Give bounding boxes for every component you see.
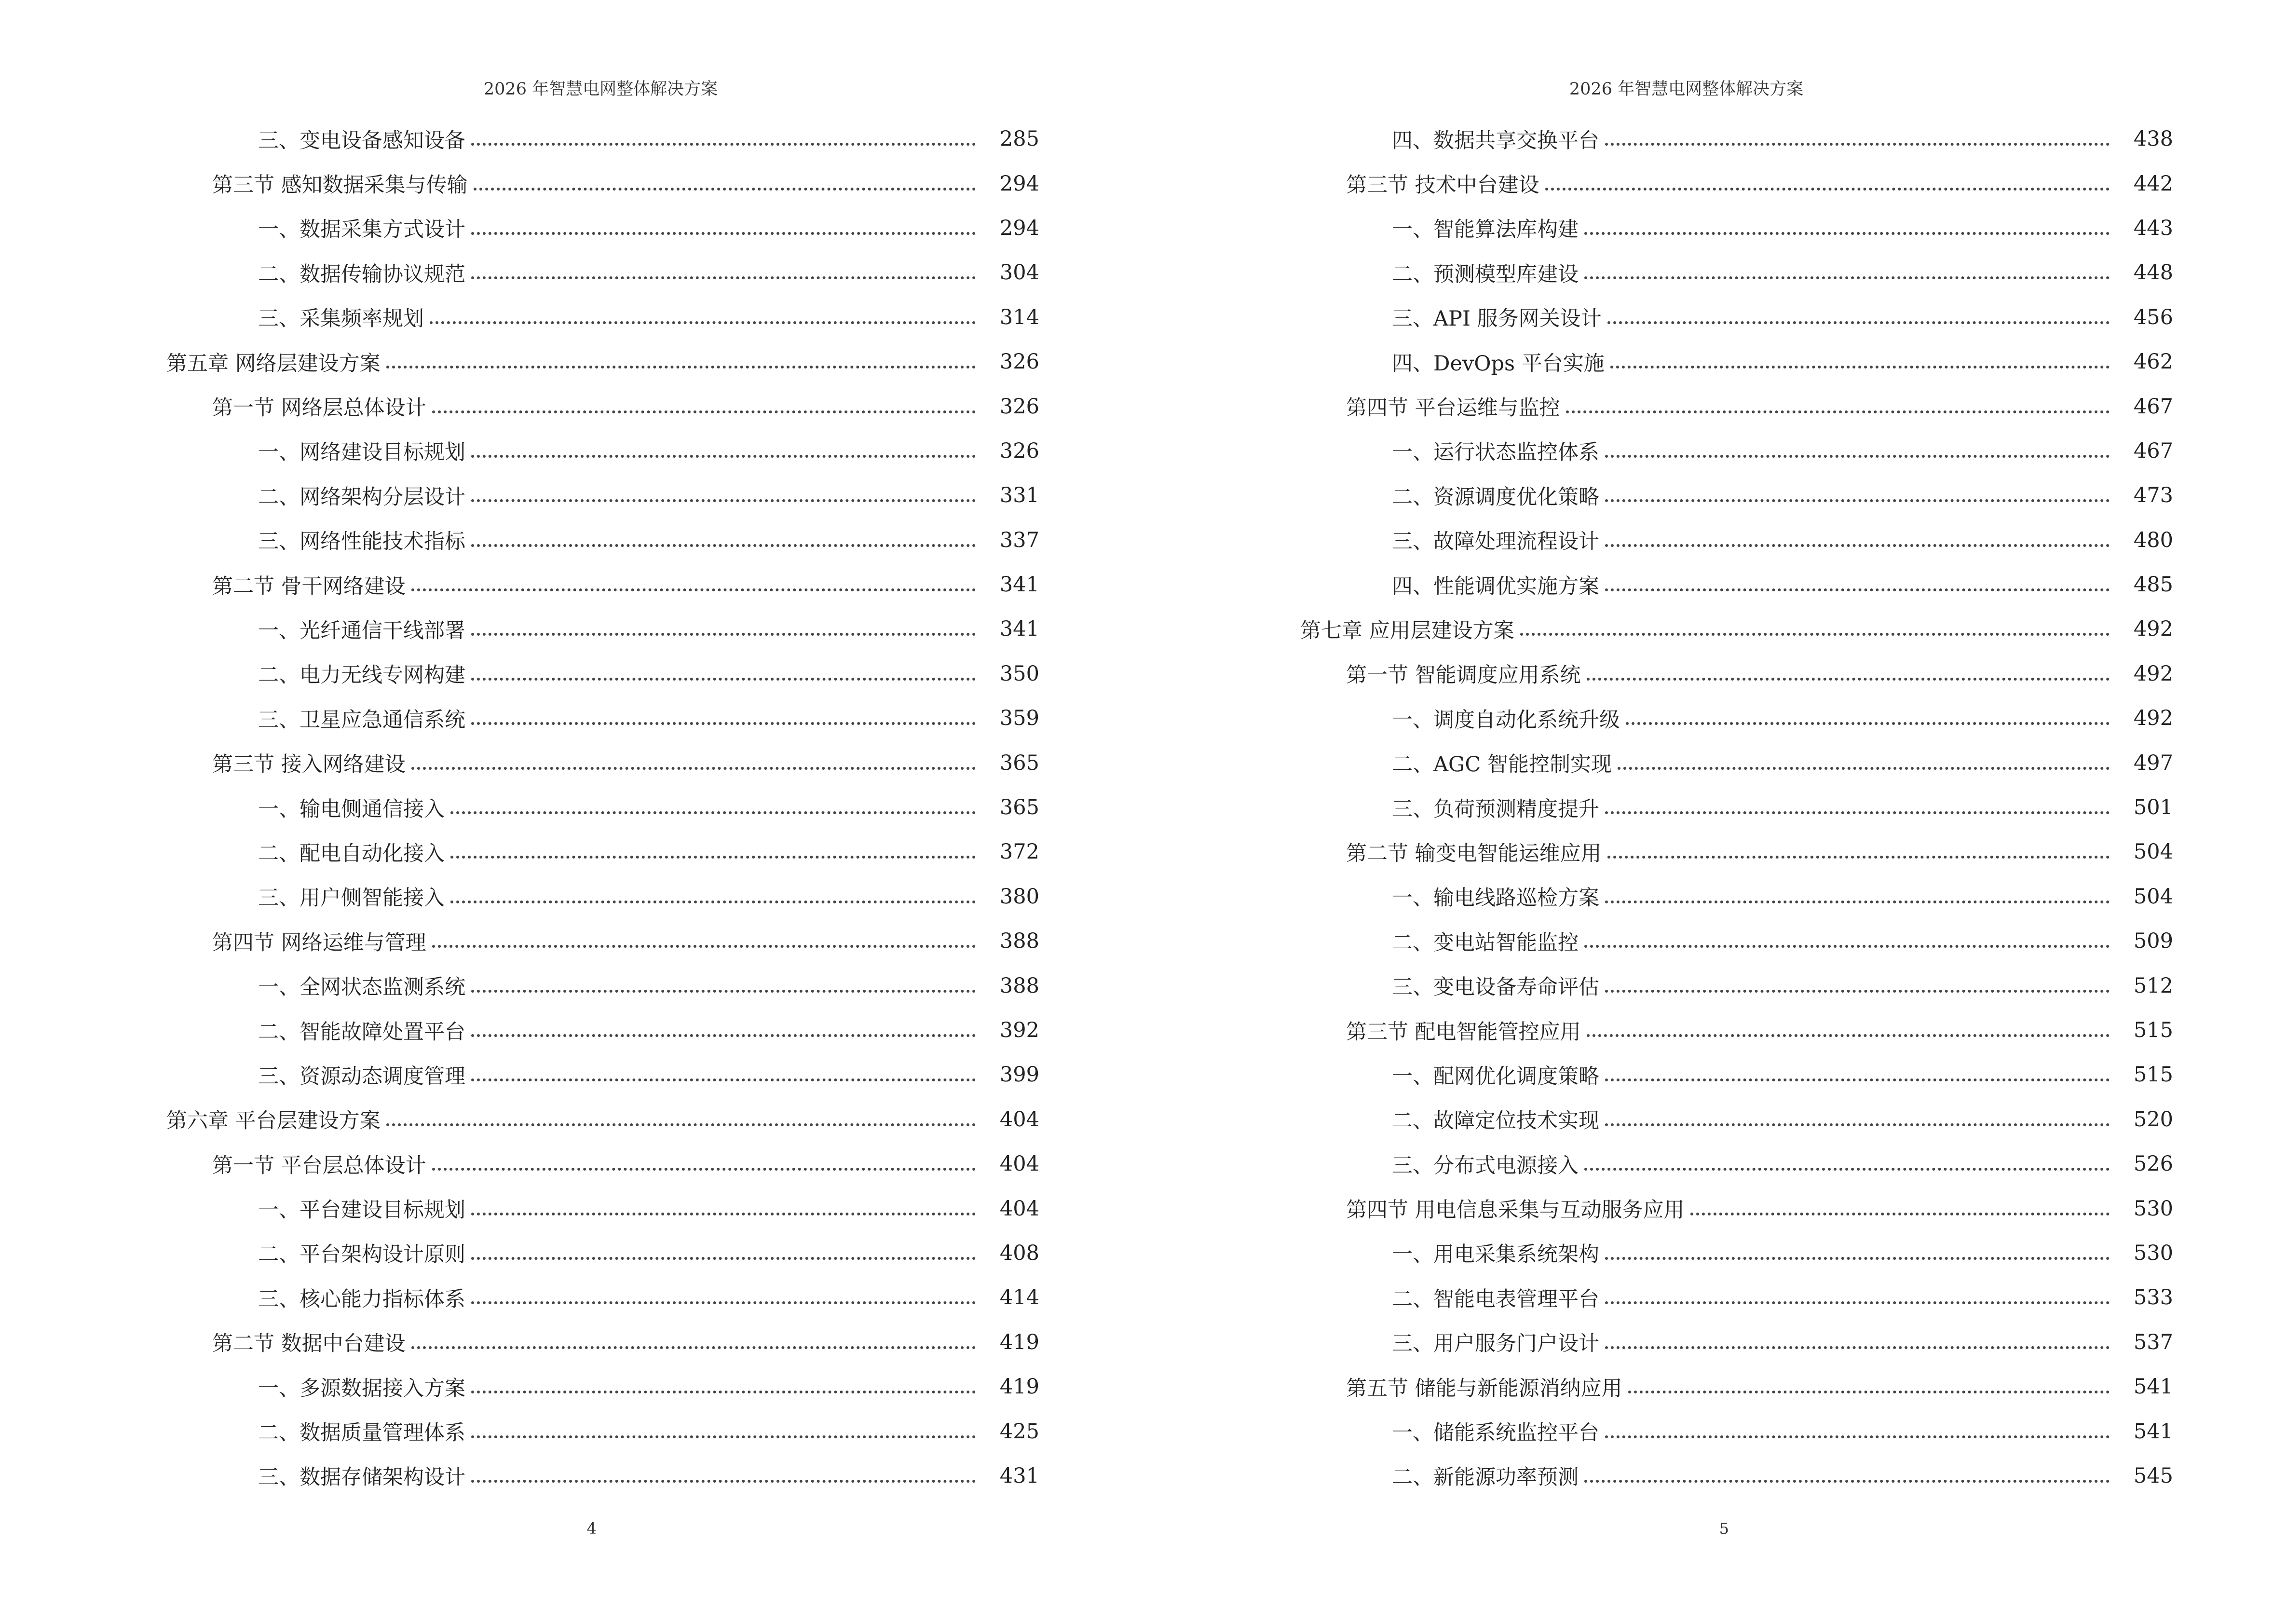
toc-entry[interactable] bbox=[1300, 1409, 2173, 1453]
toc-entry-page: 404 bbox=[999, 1107, 1039, 1132]
toc-dot-leader bbox=[1605, 1301, 2110, 1304]
toc-entry-page: 392 bbox=[999, 1018, 1039, 1042]
toc-entry-page: 326 bbox=[999, 394, 1039, 419]
toc-entry-title: 二、预测模型库建设 bbox=[1392, 262, 1579, 287]
toc-entry-page: 331 bbox=[999, 483, 1039, 508]
toc-entry-title: 三、资源动态调度管理 bbox=[258, 1064, 465, 1089]
toc-entry[interactable] bbox=[1300, 1008, 2173, 1052]
toc-entry-title: 二、平台架构设计原则 bbox=[258, 1242, 465, 1267]
toc-entry-title: 三、数据存储架构设计 bbox=[258, 1465, 465, 1490]
toc-entry[interactable] bbox=[166, 295, 1039, 340]
toc-entry-page: 419 bbox=[999, 1375, 1039, 1399]
toc-entry-title: 第一节 平台层总体设计 bbox=[212, 1153, 426, 1178]
toc-dot-leader bbox=[471, 722, 976, 725]
toc-entry-title: 第三节 接入网络建设 bbox=[212, 752, 406, 777]
toc-dot-leader bbox=[471, 1213, 976, 1215]
toc-dot-leader bbox=[1584, 945, 2110, 948]
toc-entry[interactable] bbox=[166, 1365, 1039, 1409]
toc-entry[interactable] bbox=[1300, 1142, 2173, 1186]
toc-entry-page: 504 bbox=[2133, 840, 2173, 864]
toc-entry[interactable] bbox=[166, 206, 1039, 250]
toc-entry-title: 三、用户服务门户设计 bbox=[1392, 1332, 1599, 1356]
toc-entry-page: 467 bbox=[2133, 394, 2173, 419]
toc-dot-leader bbox=[471, 1034, 976, 1037]
toc-entry-page: 492 bbox=[2133, 617, 2173, 641]
toc-entry-page: 438 bbox=[2133, 127, 2173, 151]
toc-entry-title: 一、输电侧通信接入 bbox=[258, 797, 445, 821]
toc-entry-page: 443 bbox=[2133, 216, 2173, 240]
toc-entry-page: 404 bbox=[999, 1152, 1039, 1176]
toc-dot-leader bbox=[432, 410, 976, 413]
toc-list-left bbox=[166, 117, 1039, 1498]
toc-entry-page: 533 bbox=[2133, 1285, 2173, 1310]
toc-entry-title: 四、性能调优实施方案 bbox=[1392, 574, 1599, 599]
toc-entry-page: 541 bbox=[2133, 1419, 2173, 1444]
toc-entry-title: 三、API 服务网关设计 bbox=[1392, 307, 1602, 331]
toc-entry[interactable] bbox=[1300, 340, 2173, 384]
toc-entry-title: 第二节 输变电智能运维应用 bbox=[1346, 841, 1602, 866]
toc-dot-leader bbox=[1520, 633, 2110, 636]
toc-entry-title: 三、故障处理流程设计 bbox=[1392, 530, 1599, 554]
toc-entry-title: 二、智能电表管理平台 bbox=[1392, 1287, 1599, 1311]
toc-entry-title: 一、调度自动化系统升级 bbox=[1392, 708, 1620, 732]
toc-entry-title: 一、光纤通信干线部署 bbox=[258, 618, 465, 643]
toc-dot-leader bbox=[1605, 1078, 2110, 1081]
toc-entry[interactable] bbox=[1300, 206, 2173, 250]
toc-entry[interactable] bbox=[1300, 830, 2173, 874]
toc-dot-leader bbox=[1605, 499, 2110, 502]
toc-dot-leader bbox=[432, 1168, 976, 1171]
toc-entry-title: 第一节 智能调度应用系统 bbox=[1346, 663, 1581, 688]
toc-entry-page: 456 bbox=[2133, 305, 2173, 329]
toc-entry-page: 526 bbox=[2133, 1152, 2173, 1176]
toc-entry-page: 530 bbox=[2133, 1241, 2173, 1265]
toc-entry[interactable] bbox=[166, 740, 1039, 785]
toc-entry-page: 537 bbox=[2133, 1330, 2173, 1354]
toc-entry-title: 三、变电设备寿命评估 bbox=[1392, 975, 1599, 1000]
toc-entry-page: 365 bbox=[999, 751, 1039, 775]
toc-entry[interactable] bbox=[1300, 652, 2173, 696]
toc-entry[interactable] bbox=[166, 562, 1039, 607]
toc-dot-leader bbox=[471, 633, 976, 636]
toc-dot-leader bbox=[1584, 232, 2110, 235]
toc-entry-page: 341 bbox=[999, 617, 1039, 641]
toc-entry[interactable] bbox=[166, 652, 1039, 696]
toc-entry-title: 第五节 储能与新能源消纳应用 bbox=[1346, 1376, 1622, 1401]
toc-dot-leader bbox=[471, 1480, 976, 1483]
toc-entry-page: 448 bbox=[2133, 260, 2173, 285]
toc-dot-leader bbox=[1618, 767, 2110, 770]
running-header: 2026 年智慧电网整体解决方案 bbox=[1569, 80, 1804, 99]
toc-entry-page: 431 bbox=[999, 1463, 1039, 1488]
toc-entry[interactable] bbox=[166, 473, 1039, 518]
toc-dot-leader bbox=[1587, 678, 2110, 681]
toc-dot-leader bbox=[471, 1257, 976, 1260]
toc-entry-title: 三、负荷预测精度提升 bbox=[1392, 797, 1599, 821]
toc-dot-leader bbox=[1605, 901, 2110, 903]
toc-entry[interactable] bbox=[166, 429, 1039, 473]
toc-entry-title: 一、数据采集方式设计 bbox=[258, 218, 465, 242]
toc-entry-page: 414 bbox=[999, 1285, 1039, 1310]
toc-entry[interactable] bbox=[166, 250, 1039, 295]
toc-dot-leader bbox=[411, 1346, 976, 1349]
toc-entry-title: 二、变电站智能监控 bbox=[1392, 930, 1579, 955]
toc-entry-title: 一、储能系统监控平台 bbox=[1392, 1421, 1599, 1446]
toc-entry-page: 473 bbox=[2133, 483, 2173, 508]
toc-entry-title: 三、卫星应急通信系统 bbox=[258, 708, 465, 732]
toc-entry-title: 一、输电线路巡检方案 bbox=[1392, 886, 1599, 911]
toc-entry[interactable] bbox=[1300, 1320, 2173, 1365]
toc-entry[interactable] bbox=[1300, 518, 2173, 562]
toc-entry[interactable] bbox=[1300, 1365, 2173, 1409]
toc-entry-title: 一、用电采集系统架构 bbox=[1392, 1242, 1599, 1267]
toc-entry[interactable] bbox=[166, 1409, 1039, 1453]
toc-entry-title: 三、网络性能技术指标 bbox=[258, 530, 465, 554]
toc-dot-leader bbox=[471, 1078, 976, 1081]
toc-entry[interactable] bbox=[166, 1052, 1039, 1097]
toc-entry[interactable] bbox=[166, 1008, 1039, 1052]
toc-entry-title: 第二节 骨干网络建设 bbox=[212, 574, 406, 599]
toc-entry-page: 304 bbox=[999, 260, 1039, 285]
toc-entry-page: 380 bbox=[999, 884, 1039, 909]
toc-dot-leader bbox=[1584, 276, 2110, 279]
toc-entry[interactable] bbox=[166, 340, 1039, 384]
toc-dot-leader bbox=[450, 811, 976, 814]
toc-entry-title: 第二节 数据中台建设 bbox=[212, 1332, 406, 1356]
toc-entry-title: 一、运行状态监控体系 bbox=[1392, 440, 1599, 465]
toc-entry-page: 515 bbox=[2133, 1018, 2173, 1042]
toc-dot-leader bbox=[450, 856, 976, 859]
toc-entry[interactable] bbox=[166, 1320, 1039, 1365]
toc-entry-title: 二、网络架构分层设计 bbox=[258, 485, 465, 509]
toc-dot-leader bbox=[1607, 321, 2110, 324]
toc-entry-title: 一、网络建设目标规划 bbox=[258, 440, 465, 465]
toc-dot-leader bbox=[1605, 1346, 2110, 1349]
toc-dot-leader bbox=[1605, 811, 2110, 814]
toc-dot-leader bbox=[1626, 722, 2110, 725]
toc-dot-leader bbox=[471, 455, 976, 458]
toc-entry-page: 372 bbox=[999, 840, 1039, 864]
toc-entry-page: 285 bbox=[999, 127, 1039, 151]
toc-entry[interactable] bbox=[1300, 1275, 2173, 1320]
toc-entry-page: 388 bbox=[999, 973, 1039, 998]
toc-entry[interactable] bbox=[1300, 696, 2173, 740]
toc-entry[interactable] bbox=[166, 117, 1039, 161]
toc-entry[interactable] bbox=[1300, 740, 2173, 785]
toc-dot-leader bbox=[1605, 455, 2110, 458]
toc-dot-leader bbox=[471, 544, 976, 547]
toc-entry-page: 294 bbox=[999, 171, 1039, 196]
toc-entry[interactable] bbox=[166, 785, 1039, 830]
toc-dot-leader bbox=[411, 767, 976, 770]
toc-entry-page: 541 bbox=[2133, 1375, 2173, 1399]
right-page bbox=[1144, 0, 2287, 1624]
toc-entry-title: 二、配电自动化接入 bbox=[258, 841, 445, 866]
toc-entry-title: 第四节 网络运维与管理 bbox=[212, 930, 426, 955]
toc-entry-title: 一、智能算法库构建 bbox=[1392, 218, 1579, 242]
toc-entry-title: 二、新能源功率预测 bbox=[1392, 1465, 1579, 1490]
toc-entry-page: 485 bbox=[2133, 573, 2173, 597]
toc-entry[interactable] bbox=[166, 384, 1039, 428]
toc-entry-title: 一、全网状态监测系统 bbox=[258, 975, 465, 1000]
toc-dot-leader bbox=[1607, 856, 2110, 859]
toc-entry-title: 三、核心能力指标体系 bbox=[258, 1287, 465, 1311]
toc-entry-title: 一、配网优化调度策略 bbox=[1392, 1064, 1599, 1089]
toc-entry[interactable] bbox=[166, 1142, 1039, 1186]
running-header: 2026 年智慧电网整体解决方案 bbox=[483, 80, 718, 99]
toc-entry[interactable] bbox=[1300, 250, 2173, 295]
toc-entry-page: 337 bbox=[999, 528, 1039, 552]
toc-dot-leader bbox=[471, 1391, 976, 1393]
toc-dot-leader bbox=[471, 143, 976, 146]
toc-entry[interactable] bbox=[166, 874, 1039, 919]
toc-entry-page: 509 bbox=[2133, 929, 2173, 954]
toc-entry[interactable] bbox=[1300, 607, 2173, 651]
toc-entry[interactable] bbox=[166, 1231, 1039, 1275]
toc-entry-page: 442 bbox=[2133, 171, 2173, 196]
toc-dot-leader bbox=[386, 1123, 976, 1126]
toc-entry[interactable] bbox=[1300, 562, 2173, 607]
toc-entry-page: 399 bbox=[999, 1063, 1039, 1087]
toc-entry[interactable] bbox=[166, 830, 1039, 874]
toc-entry[interactable] bbox=[1300, 429, 2173, 473]
toc-entry[interactable] bbox=[166, 1454, 1039, 1498]
toc-entry-title: 三、用户侧智能接入 bbox=[258, 886, 445, 911]
toc-dot-leader bbox=[1605, 143, 2110, 146]
toc-dot-leader bbox=[1605, 544, 2110, 547]
toc-entry-page: 480 bbox=[2133, 528, 2173, 552]
toc-entry[interactable] bbox=[1300, 384, 2173, 428]
toc-entry-page: 350 bbox=[999, 661, 1039, 686]
toc-dot-leader bbox=[1605, 1435, 2110, 1438]
toc-entry-page: 512 bbox=[2133, 973, 2173, 998]
toc-entry-page: 492 bbox=[2133, 706, 2173, 731]
toc-entry[interactable] bbox=[166, 696, 1039, 740]
toc-entry-title: 四、数据共享交换平台 bbox=[1392, 128, 1599, 153]
toc-entry-title: 第三节 配电智能管控应用 bbox=[1346, 1020, 1581, 1044]
toc-entry[interactable] bbox=[1300, 963, 2173, 1008]
toc-entry-page: 388 bbox=[999, 929, 1039, 954]
toc-entry[interactable] bbox=[166, 1097, 1039, 1142]
toc-dot-leader bbox=[432, 945, 976, 948]
toc-entry-title: 二、资源调度优化策略 bbox=[1392, 485, 1599, 509]
toc-dot-leader bbox=[1605, 990, 2110, 993]
toc-dot-leader bbox=[471, 1301, 976, 1304]
toc-dot-leader bbox=[471, 276, 976, 279]
toc-dot-leader bbox=[430, 321, 976, 324]
toc-entry-page: 425 bbox=[999, 1419, 1039, 1444]
toc-dot-leader bbox=[1584, 1480, 2110, 1483]
toc-entry-page: 515 bbox=[2133, 1063, 2173, 1087]
toc-dot-leader bbox=[471, 232, 976, 235]
toc-entry-title: 二、故障定位技术实现 bbox=[1392, 1109, 1599, 1133]
toc-entry[interactable] bbox=[1300, 161, 2173, 205]
toc-entry-title: 三、分布式电源接入 bbox=[1392, 1153, 1579, 1178]
toc-dot-leader bbox=[1610, 366, 2110, 368]
toc-dot-leader bbox=[450, 901, 976, 903]
toc-list-right bbox=[1300, 117, 2173, 1498]
toc-entry-title: 三、变电设备感知设备 bbox=[258, 128, 465, 153]
toc-dot-leader bbox=[386, 366, 976, 368]
toc-dot-leader bbox=[1605, 588, 2110, 591]
toc-entry-page: 341 bbox=[999, 573, 1039, 597]
toc-entry[interactable] bbox=[166, 963, 1039, 1008]
toc-dot-leader bbox=[411, 588, 976, 591]
page-number: 4 bbox=[586, 1519, 597, 1538]
toc-entry-page: 501 bbox=[2133, 795, 2173, 820]
toc-entry-page: 467 bbox=[2133, 438, 2173, 463]
toc-dot-leader bbox=[1690, 1213, 2110, 1215]
toc-entry[interactable] bbox=[166, 518, 1039, 562]
toc-dot-leader bbox=[471, 678, 976, 681]
page-number: 5 bbox=[1719, 1519, 1729, 1538]
toc-dot-leader bbox=[1566, 410, 2110, 413]
toc-entry-page: 365 bbox=[999, 795, 1039, 820]
toc-entry[interactable] bbox=[1300, 117, 2173, 161]
toc-entry[interactable] bbox=[1300, 785, 2173, 830]
toc-entry[interactable] bbox=[166, 1275, 1039, 1320]
toc-entry-title: 二、数据传输协议规范 bbox=[258, 262, 465, 287]
toc-entry[interactable] bbox=[1300, 1186, 2173, 1230]
toc-dot-leader bbox=[1584, 1168, 2110, 1171]
toc-entry-page: 504 bbox=[2133, 884, 2173, 909]
toc-entry-title: 第四节 用电信息采集与互动服务应用 bbox=[1346, 1198, 1685, 1223]
toc-entry[interactable] bbox=[166, 161, 1039, 205]
toc-dot-leader bbox=[471, 990, 976, 993]
toc-entry-page: 314 bbox=[999, 305, 1039, 329]
toc-entry-title: 第五章 网络层建设方案 bbox=[166, 351, 381, 376]
toc-dot-leader bbox=[1605, 1123, 2110, 1126]
toc-entry[interactable] bbox=[1300, 1231, 2173, 1275]
toc-entry-page: 497 bbox=[2133, 751, 2173, 775]
toc-dot-leader bbox=[471, 1435, 976, 1438]
toc-entry-page: 419 bbox=[999, 1330, 1039, 1354]
toc-entry-title: 三、采集频率规划 bbox=[258, 307, 424, 331]
toc-entry-title: 四、DevOps 平台实施 bbox=[1392, 351, 1605, 376]
toc-entry[interactable] bbox=[1300, 919, 2173, 963]
toc-entry-page: 530 bbox=[2133, 1196, 2173, 1221]
toc-entry-title: 第一节 网络层总体设计 bbox=[212, 396, 426, 421]
toc-entry-title: 二、电力无线专网构建 bbox=[258, 663, 465, 688]
toc-entry-title: 二、AGC 智能控制实现 bbox=[1392, 752, 1612, 777]
toc-entry-title: 一、平台建设目标规划 bbox=[258, 1198, 465, 1223]
toc-entry[interactable] bbox=[1300, 1052, 2173, 1097]
toc-entry[interactable] bbox=[1300, 295, 2173, 340]
toc-entry-page: 408 bbox=[999, 1241, 1039, 1265]
toc-dot-leader bbox=[1628, 1391, 2110, 1393]
toc-entry-title: 二、智能故障处置平台 bbox=[258, 1020, 465, 1044]
toc-entry-page: 294 bbox=[999, 216, 1039, 240]
toc-entry-page: 326 bbox=[999, 350, 1039, 374]
toc-entry-page: 404 bbox=[999, 1196, 1039, 1221]
toc-entry-title: 第六章 平台层建设方案 bbox=[166, 1109, 381, 1133]
toc-entry[interactable] bbox=[166, 919, 1039, 963]
toc-entry[interactable] bbox=[1300, 1454, 2173, 1498]
toc-entry[interactable] bbox=[1300, 874, 2173, 919]
toc-entry-title: 二、数据质量管理体系 bbox=[258, 1421, 465, 1446]
toc-dot-leader bbox=[471, 499, 976, 502]
toc-entry-title: 第四节 平台运维与监控 bbox=[1346, 396, 1560, 421]
toc-entry[interactable] bbox=[1300, 473, 2173, 518]
toc-entry-page: 492 bbox=[2133, 661, 2173, 686]
toc-entry[interactable] bbox=[1300, 1097, 2173, 1142]
toc-dot-leader bbox=[1605, 1257, 2110, 1260]
toc-dot-leader bbox=[1545, 188, 2110, 191]
toc-entry-title: 第三节 感知数据采集与传输 bbox=[212, 173, 468, 198]
toc-dot-leader bbox=[1587, 1034, 2110, 1037]
toc-entry-title: 一、多源数据接入方案 bbox=[258, 1376, 465, 1401]
toc-entry-page: 545 bbox=[2133, 1463, 2173, 1488]
toc-entry-title: 第七章 应用层建设方案 bbox=[1300, 618, 1514, 643]
toc-entry-page: 326 bbox=[999, 438, 1039, 463]
toc-entry-page: 359 bbox=[999, 706, 1039, 731]
toc-entry[interactable] bbox=[166, 1186, 1039, 1230]
toc-entry-title: 第三节 技术中台建设 bbox=[1346, 173, 1539, 198]
toc-entry[interactable] bbox=[166, 607, 1039, 651]
toc-entry-page: 520 bbox=[2133, 1107, 2173, 1132]
toc-dot-leader bbox=[474, 188, 976, 191]
toc-entry-page: 462 bbox=[2133, 350, 2173, 374]
